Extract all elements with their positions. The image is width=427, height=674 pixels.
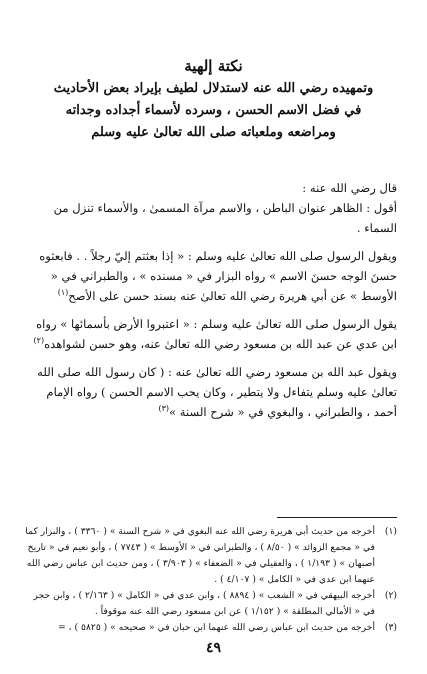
intro-line: قال رضي الله عنه : <box>302 181 397 195</box>
footnote-ref[interactable]: (١) <box>57 288 69 298</box>
section-heading <box>20 56 407 144</box>
main-text <box>22 178 397 422</box>
footnote-text: أخرجه من حديث أبي هريرة رضي الله عنه البغوي في « شرح السنة » ( ٣٣٦٠ ) ، والبزار كما في « مجمع الزوائد » ( ٨/٥٠ ) ، والطبراني في « الأوسط » ( ٧٧٤٣ ) ، وأبو نعيم في « تاريخ أصبهان » ( ١/١٩٣ ) ، والعقيلي في « الضعفاء » ( ٣/٩٠٣ ) ، ومن حديث ابن عباس رضي الله عنهما ابن عدي في « الكامل » ( ٤/١٠٧ ) . <box>25 526 375 585</box>
paragraph <box>22 246 397 306</box>
footnote <box>24 524 397 588</box>
section-title: نكتة إلهية <box>184 57 243 75</box>
footnote-text: أخرجه من حديث ابن عباس رضي الله عنهما ابن حبان في « صحيحه » ( ٥٨٢٥ ) ، = <box>58 622 375 633</box>
paragraph <box>22 314 397 354</box>
paragraph-text: ويقول الرسول صلى الله تعالىٰ عليه وسلم : « إذا بعثتم إليّ رجلاً . . فابعثوه حسنَ الوجه حسنَ الاسم » رواه البزار في « مسنده » ، والطبراني في « الأوسط » عن أبي هريرة رضي الله تعالىٰ عنه بسند حسن على الأصح <box>39 249 397 303</box>
paragraph-text: ويقول عبد الله بن مسعود رضي الله تعالىٰ عنه : ( كان رسول الله صلى الله تعالىٰ عليه وسلم يتفاءل ولا يتطير ، وكان يحب الاسم الحسن ) رواه الإمام أحمد ، والطبراني ، والبغوي في « شرح السنة » <box>37 365 397 419</box>
footnote-text: أخرجه البيهقي في « الشعب » ( ٨٨٩٤ ) ، وابن عدي في « الكامل » ( ٢/١٦٣ ) ، وابن حجر في « الأمالي المطلقة » ( ١/١٥٢ ) عن ابن مسعود رضي الله عنه موقوفاً . <box>33 590 375 617</box>
paragraph <box>22 362 397 422</box>
footnote-number: (٣) <box>384 622 397 633</box>
footnote-number: (٢) <box>384 590 397 601</box>
footnote-number: (١) <box>384 526 397 537</box>
footnote <box>24 588 397 620</box>
footnote-ref[interactable]: (٢) <box>33 336 45 346</box>
heading-line: ومراضعه وملعباته صلى الله تعالىٰ عليه وسلم <box>91 125 336 140</box>
paragraph: أقول : الظاهر عنوان الباطن ، والاسم مرآة المسمىٰ ، والأسماء تنزل من السماء . <box>53 201 397 235</box>
heading-line: وتمهيده رضي الله عنه لاستدلال لطيف بإيراد بعض الأحاديث <box>53 81 374 96</box>
footnotes <box>24 524 397 636</box>
page-number: ٤٩ <box>205 640 222 656</box>
footnote <box>24 620 397 636</box>
footnote-divider <box>277 517 397 518</box>
heading-line: في فضل الاسم الحسن ، وسرده لأسماء أجداده وجداته <box>65 103 362 118</box>
paragraph-text: يقول الرسول صلى الله تعالىٰ عليه وسلم : « اعتبروا الأرض بأسمائها » رواه ابن عدي عن عبد الله بن مسعود رضي الله تعالىٰ عنه، وهو حسن لشواهده <box>36 317 397 351</box>
footnote-ref[interactable]: (٣) <box>158 404 169 414</box>
